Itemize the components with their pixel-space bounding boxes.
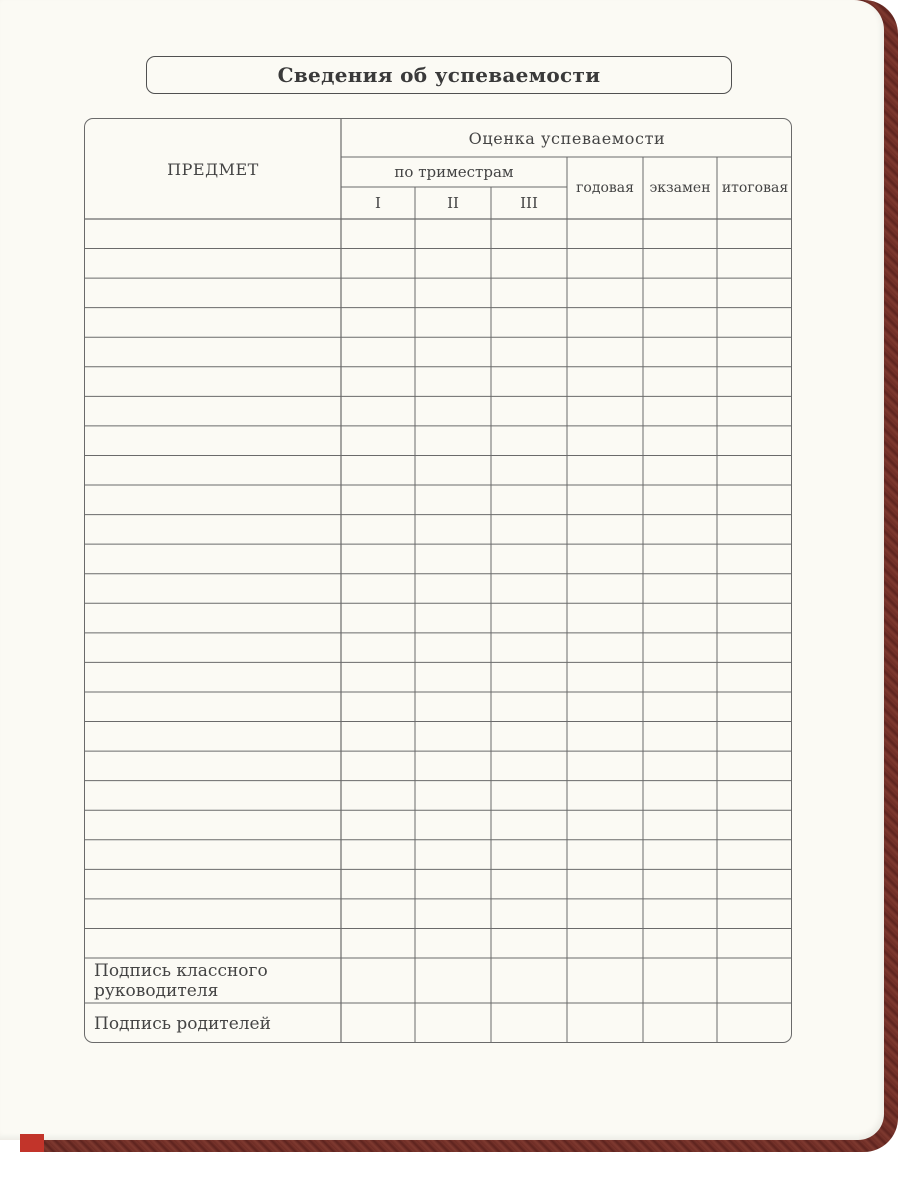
- class-teacher-signature-label-line2: руководителя: [94, 981, 219, 1001]
- trimesters-header: по триместрам: [394, 163, 514, 181]
- class-teacher-signature-label-line1: Подпись классного: [94, 961, 268, 981]
- annual-header: годовая: [576, 180, 634, 196]
- exam-header: экзамен: [649, 180, 711, 196]
- final-header: итоговая: [721, 180, 789, 196]
- page-title: Сведения об успеваемости: [146, 56, 732, 94]
- table-grid: [85, 119, 792, 1043]
- grades-table: [84, 118, 792, 1043]
- grades-header: Оценка успеваемости: [468, 128, 666, 148]
- trimester-1-header: I: [375, 194, 381, 212]
- trimester-2-header: II: [447, 194, 459, 212]
- trimester-3-header: III: [520, 194, 538, 212]
- parents-signature-label: Подпись родителей: [94, 1014, 271, 1034]
- ribbon-bookmark: [20, 1134, 44, 1152]
- subject-header: ПРЕДМЕТ: [167, 159, 259, 179]
